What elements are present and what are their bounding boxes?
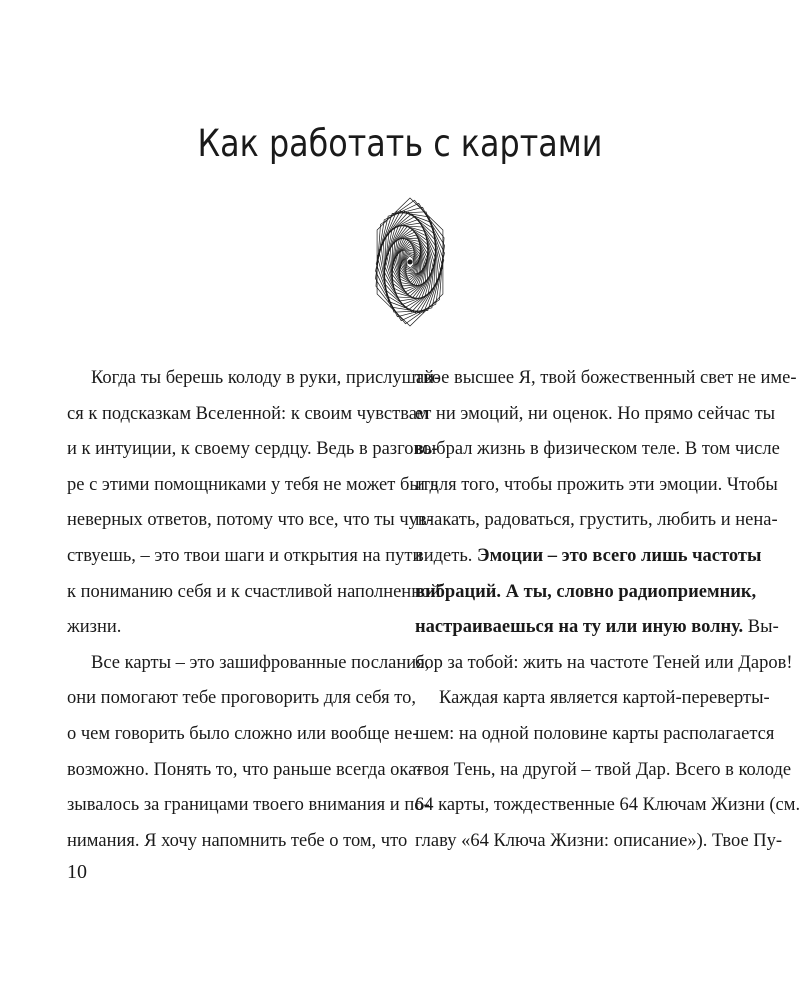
text-line: ре с этими помощниками у тебя не может быть bbox=[67, 474, 439, 495]
page-number: 10 bbox=[67, 861, 87, 883]
text-line: и для того, чтобы прожить эти эмоции. Чтобы bbox=[415, 474, 778, 495]
text-line: возможно. Понять то, что раньше всегда ока- bbox=[67, 759, 423, 780]
text-line: жизни. bbox=[67, 617, 122, 638]
hexagonal-spiral-icon bbox=[371, 197, 449, 327]
text-line: бор за тобой: жить на частоте Теней или Даров! bbox=[415, 652, 793, 673]
bold-text: Эмоции – это всего лишь частоты bbox=[477, 545, 762, 566]
text-line: они помогают тебе проговорить для себя то, bbox=[67, 688, 416, 709]
text-line bbox=[415, 575, 757, 611]
text-segment: видеть. bbox=[415, 545, 478, 566]
text-line: твоя Тень, на другой – твой Дар. Всего в колоде bbox=[415, 759, 792, 780]
text-line: неверных ответов, потому что все, что ты чув- bbox=[67, 510, 433, 531]
bold-text: настраиваешься на ту или иную волну. bbox=[415, 617, 744, 638]
page-title: Как работать с картами bbox=[197, 122, 603, 165]
text-line: зывалось за границами твоего внимания и по- bbox=[67, 795, 430, 816]
text-line: ся к подсказкам Вселенной: к своим чувствам bbox=[67, 403, 429, 424]
text-line: ствуешь, – это твои шаги и открытия на пути bbox=[67, 545, 423, 566]
text-line: и к интуиции, к своему сердцу. Ведь в разгово- bbox=[67, 439, 438, 460]
text-line: твое высшее Я, твой божественный свет не име- bbox=[415, 368, 797, 388]
text-line bbox=[415, 539, 762, 575]
right-column bbox=[415, 361, 800, 859]
text-line: нимания. Я хочу напомнить тебе о том, что bbox=[67, 830, 408, 851]
text-line: к пониманию себя и к счастливой наполненной bbox=[67, 581, 441, 602]
text-line: Когда ты берешь колоду в руки, прислушай- bbox=[91, 368, 441, 388]
text-line: выбрал жизнь в физическом теле. В том числе bbox=[415, 439, 780, 460]
text-line: ет ни эмоций, ни оценок. Но прямо сейчас ты bbox=[415, 403, 776, 424]
text-line bbox=[415, 610, 779, 646]
text-line: Каждая карта является картой-переверты- bbox=[439, 688, 770, 709]
spiral-center bbox=[408, 260, 413, 265]
text-line: 64 карты, тождественные 64 Ключам Жизни (см. bbox=[415, 795, 800, 816]
text-line: главу «64 Ключа Жизни: описание»). Твое Пу- bbox=[415, 830, 783, 851]
text-segment: Вы- bbox=[743, 617, 779, 638]
text-line: плакать, радоваться, грустить, любить и нена- bbox=[415, 510, 778, 531]
text-line: о чем говорить было сложно или вообще не- bbox=[67, 723, 419, 744]
text-line: Все карты – это зашифрованные послания, bbox=[91, 652, 430, 673]
left-column bbox=[67, 361, 441, 859]
text-line: шем: на одной половине карты располагается bbox=[415, 723, 775, 744]
bold-text: вибраций. А ты, словно радиоприемник, bbox=[415, 581, 757, 602]
